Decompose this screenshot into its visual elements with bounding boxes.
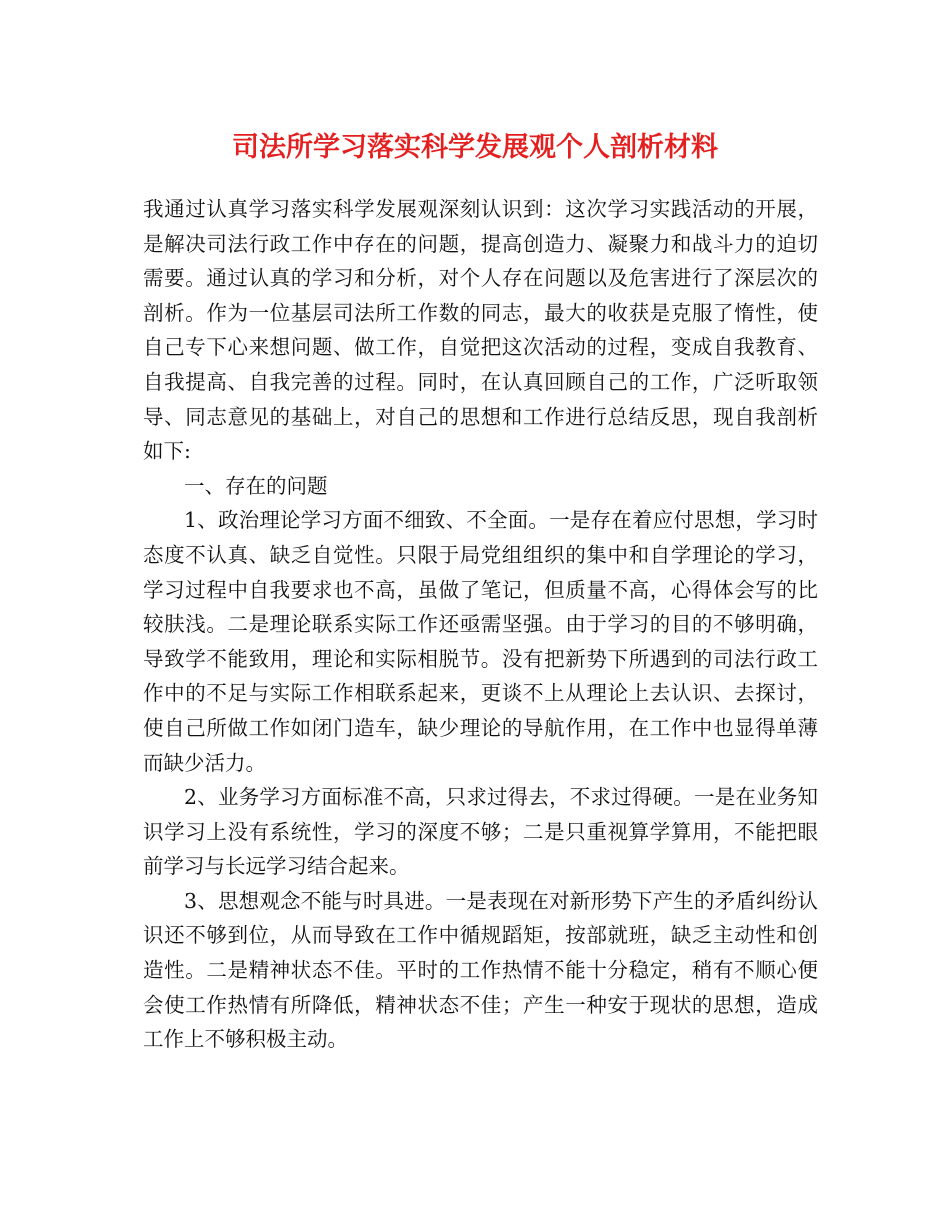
issue-paragraph-1: 1、政治理论学习方面不细致、不全面。一是存在着应付思想，学习时态度不认真、缺乏自觉性。只限于局党组组织的集中和自学理论的学习，学习过程中自我要求也不高，虽做了笔记，但质量不高，心得体会写的比较肤浅。二是理论联系实际工作还亟需坚强。由于学习的目的不够明确，导致学不能致用，理论和实际相脱节。没有把新势下所遇到的司法行政工作中的不足与实际工作相联系起来，更谈不上从理论上去认识、去探讨，使自己所做工作如闭门造车，缺少理论的导航作用，在工作中也显得单薄而缺少活力。 (143, 508, 818, 775)
document-body (143, 192, 818, 1057)
issue-paragraph-2: 2、业务学习方面标准不高，只求过得去，不求过得硬。一是在业务知识学习上没有系统性，学习的深度不够；二是只重视算学算用，不能把眼前学习与长远学习结合起来。 (143, 785, 818, 879)
issue-paragraph-3: 3、思想观念不能与时具进。一是表现在对新形势下产生的矛盾纠纷认识还不够到位，从而导致在工作中循规蹈矩，按部就班，缺乏主动性和创造性。二是精神状态不佳。平时的工作热情不能十分稳定，稍有不顺心便会使工作热情有所降低，精神状态不佳；产生一种安于现状的思想，造成工作上不够积极主动。 (143, 888, 818, 1052)
intro-paragraph: 我通过认真学习落实科学发展观深刻认识到：这次学习实践活动的开展，是解决司法行政工作中存在的问题，提高创造力、凝聚力和战斗力的迫切需要。通过认真的学习和分析，对个人存在问题以及危害进行了深层次的剖析。作为一位基层司法所工作数的同志，最大的收获是克服了惰性，使自己专下心来想问题、做工作，自觉把这次活动的过程，变成自我教育、自我提高、自我完善的过程。同时，在认真回顾自己的工作，广泛听取领导、同志意见的基础上，对自己的思想和工作进行总结反思，现自我剖析如下: (143, 197, 818, 464)
document-title: 司法所学习落实科学发展观个人剖析材料 (232, 132, 718, 163)
section-heading: 一、存在的问题 (184, 473, 328, 498)
